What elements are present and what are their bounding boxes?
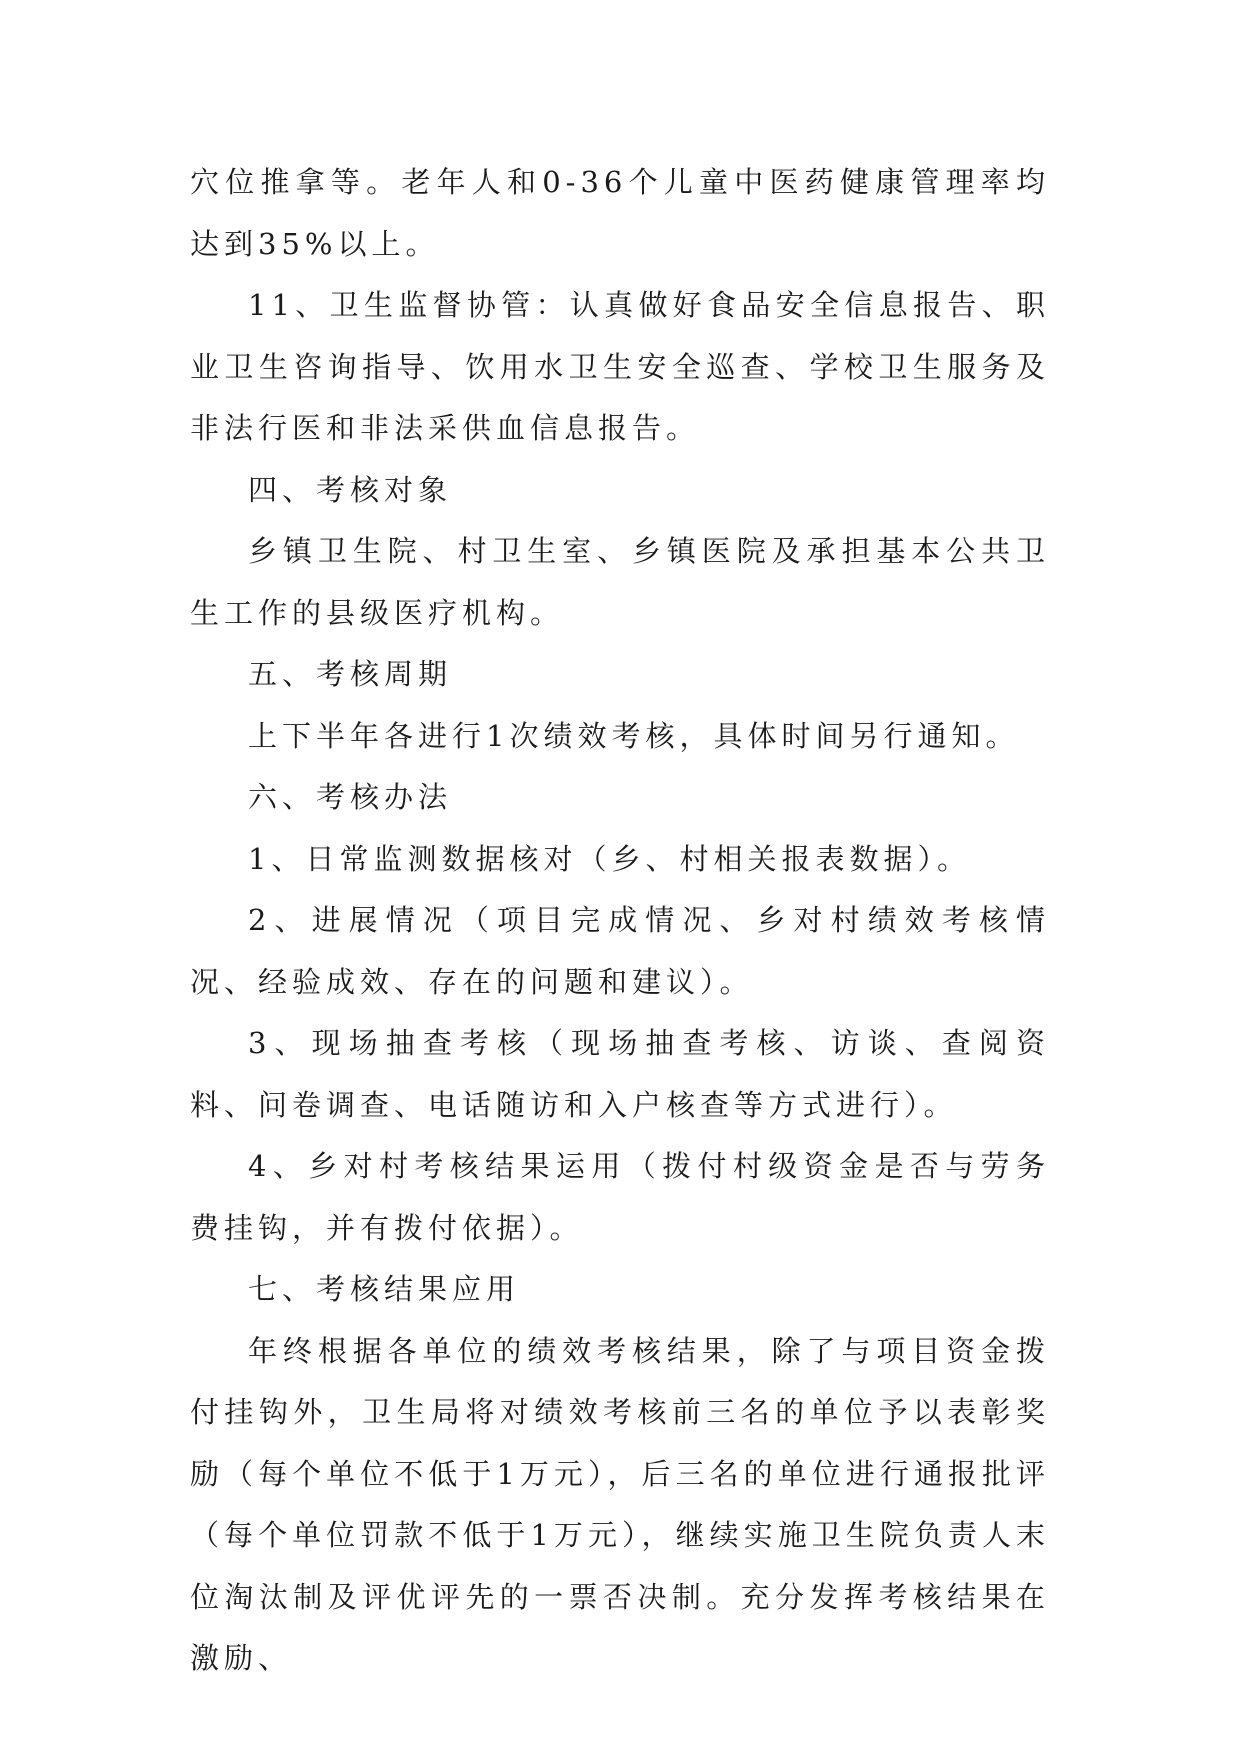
paragraph: 穴位推拿等。老年人和0-36个儿童中医药健康管理率均达到35%以上。 (190, 165, 1050, 261)
section-heading: 五、考核周期 (248, 657, 453, 691)
list-item: 3、现场抽查考核（现场抽查考核、访谈、查阅资料、问卷调查、电话随访和入户核查等方式进行）。 (190, 1026, 1050, 1122)
list-item: 4、乡对村考核结果运用（拨付村级资金是否与劳务费挂钩，并有拨付依据）。 (190, 1149, 1050, 1245)
paragraph: 乡镇卫生院、村卫生室、乡镇医院及承担基本公共卫生工作的县级医疗机构。 (190, 534, 1050, 630)
paragraph: 11、卫生监督协管：认真做好食品安全信息报告、职业卫生咨询指导、饮用水卫生安全巡查、学校卫生服务及非法行医和非法采供血信息报告。 (190, 288, 1050, 445)
list-item: 1、日常监测数据核对（乡、村相关报表数据）。 (248, 841, 971, 876)
list-item: 2、进展情况（项目完成情况、乡对村绩效考核情况、经验成效、存在的问题和建议）。 (190, 903, 1050, 999)
paragraph: 年终根据各单位的绩效考核结果，除了与项目资金拨付挂钩外，卫生局将对绩效考核前三名的单位予以表彰奖励（每个单位不低于1万元），后三名的单位进行通报批评（每个单位罚款不低于1万元），继续实施卫生院负责人末位淘汰制及评优评先的一票否决制。充分发挥考核结果在激励、 (190, 1333, 1050, 1675)
section-heading: 六、考核办法 (248, 780, 453, 814)
document-body (190, 152, 1050, 1690)
section-heading: 七、考核结果应用 (248, 1272, 521, 1306)
paragraph: 上下半年各进行1次绩效考核，具体时间另行通知。 (248, 718, 1020, 753)
section-heading: 四、考核对象 (248, 472, 453, 507)
